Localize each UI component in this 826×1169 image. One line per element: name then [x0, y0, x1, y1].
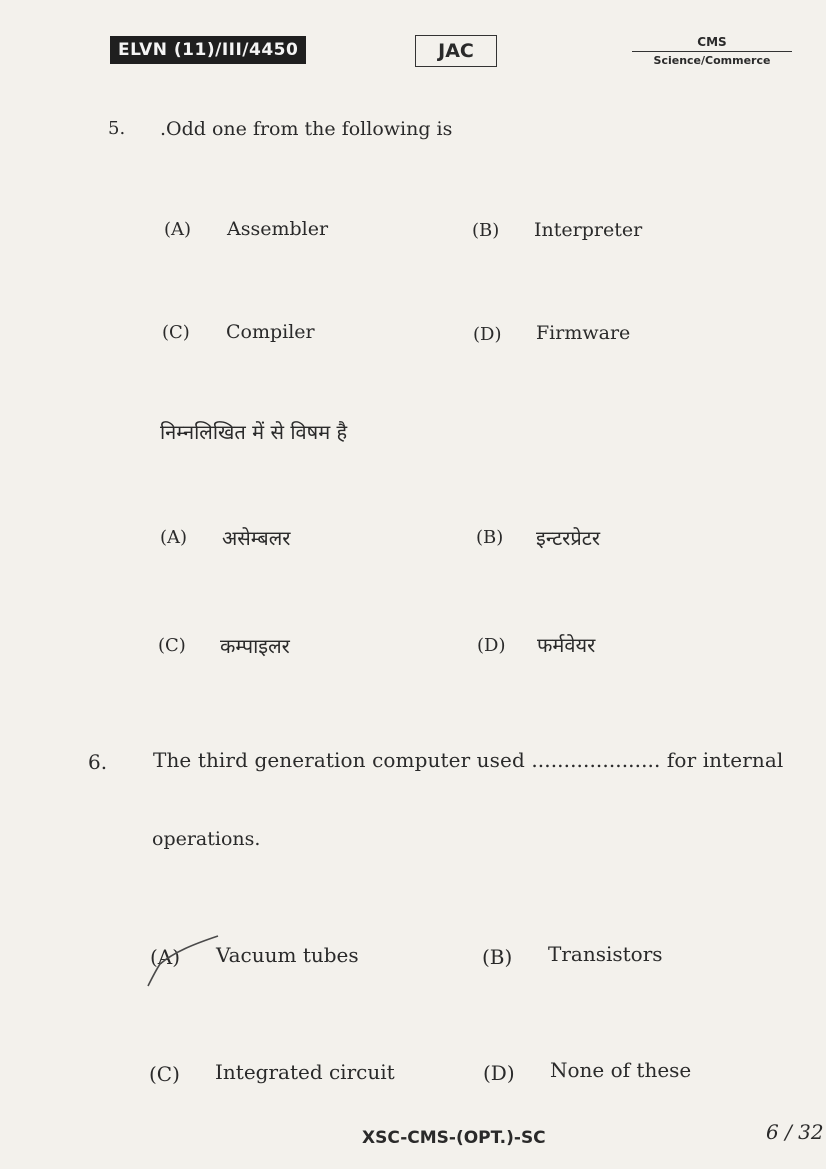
question-5-text-en: .Odd one from the following is: [160, 118, 453, 140]
subject-code: CMS: [697, 35, 727, 49]
q5-hi-option-d-text: फर्मवेयर: [537, 633, 596, 657]
page-number: 6 / 32: [766, 1120, 824, 1144]
paper-code-badge: ELVN (11)/III/4450: [110, 36, 306, 64]
question-6-number: 6.: [88, 750, 108, 774]
footer-paper-code: XSC-CMS-(OPT.)-SC: [362, 1128, 546, 1148]
q5-option-c-text: Compiler: [226, 321, 315, 343]
q5-option-d-label: (D): [473, 324, 502, 345]
q6-option-c-label: (C): [149, 1062, 180, 1086]
q5-hi-option-a-text: असेम्बलर: [222, 526, 291, 550]
q6-option-a-label: (A): [150, 945, 181, 969]
q5-option-d-text: Firmware: [536, 322, 631, 344]
handwritten-tick-icon: [144, 934, 224, 994]
q5-option-a-text: Assembler: [227, 218, 329, 240]
question-5-number: 5.: [108, 118, 126, 139]
q5-hi-option-c-text: कम्पाइलर: [220, 634, 290, 658]
q6-option-d-text: None of these: [550, 1058, 692, 1082]
q5-hi-option-c-label: (C): [158, 635, 186, 656]
question-5-text-hi: निम्नलिखित में से विषम है: [160, 420, 348, 444]
board-name-box: JAC: [415, 35, 497, 67]
q5-hi-option-a-label: (A): [160, 527, 188, 548]
q5-option-a-label: (A): [164, 219, 192, 240]
subject-divider: [632, 51, 792, 52]
q6-option-c-text: Integrated circuit: [215, 1060, 395, 1084]
q5-hi-option-b-label: (B): [476, 527, 504, 548]
q5-option-b-text: Interpreter: [534, 219, 643, 241]
question-6-text-line2: operations.: [152, 828, 261, 850]
q5-option-c-label: (C): [162, 322, 190, 343]
q6-option-a-text: Vacuum tubes: [216, 943, 359, 967]
q5-option-b-label: (B): [472, 220, 500, 241]
question-6-text-line1: The third generation computer used .................... for internal: [153, 748, 784, 772]
q6-option-b-label: (B): [482, 945, 513, 969]
q5-hi-option-b-text: इन्टरप्रेटर: [536, 526, 600, 550]
subject-block: [630, 34, 794, 69]
stream-label: Science/Commerce: [653, 54, 771, 67]
q6-option-d-label: (D): [483, 1061, 515, 1085]
q5-hi-option-d-label: (D): [477, 635, 506, 656]
q6-option-b-text: Transistors: [548, 942, 663, 966]
